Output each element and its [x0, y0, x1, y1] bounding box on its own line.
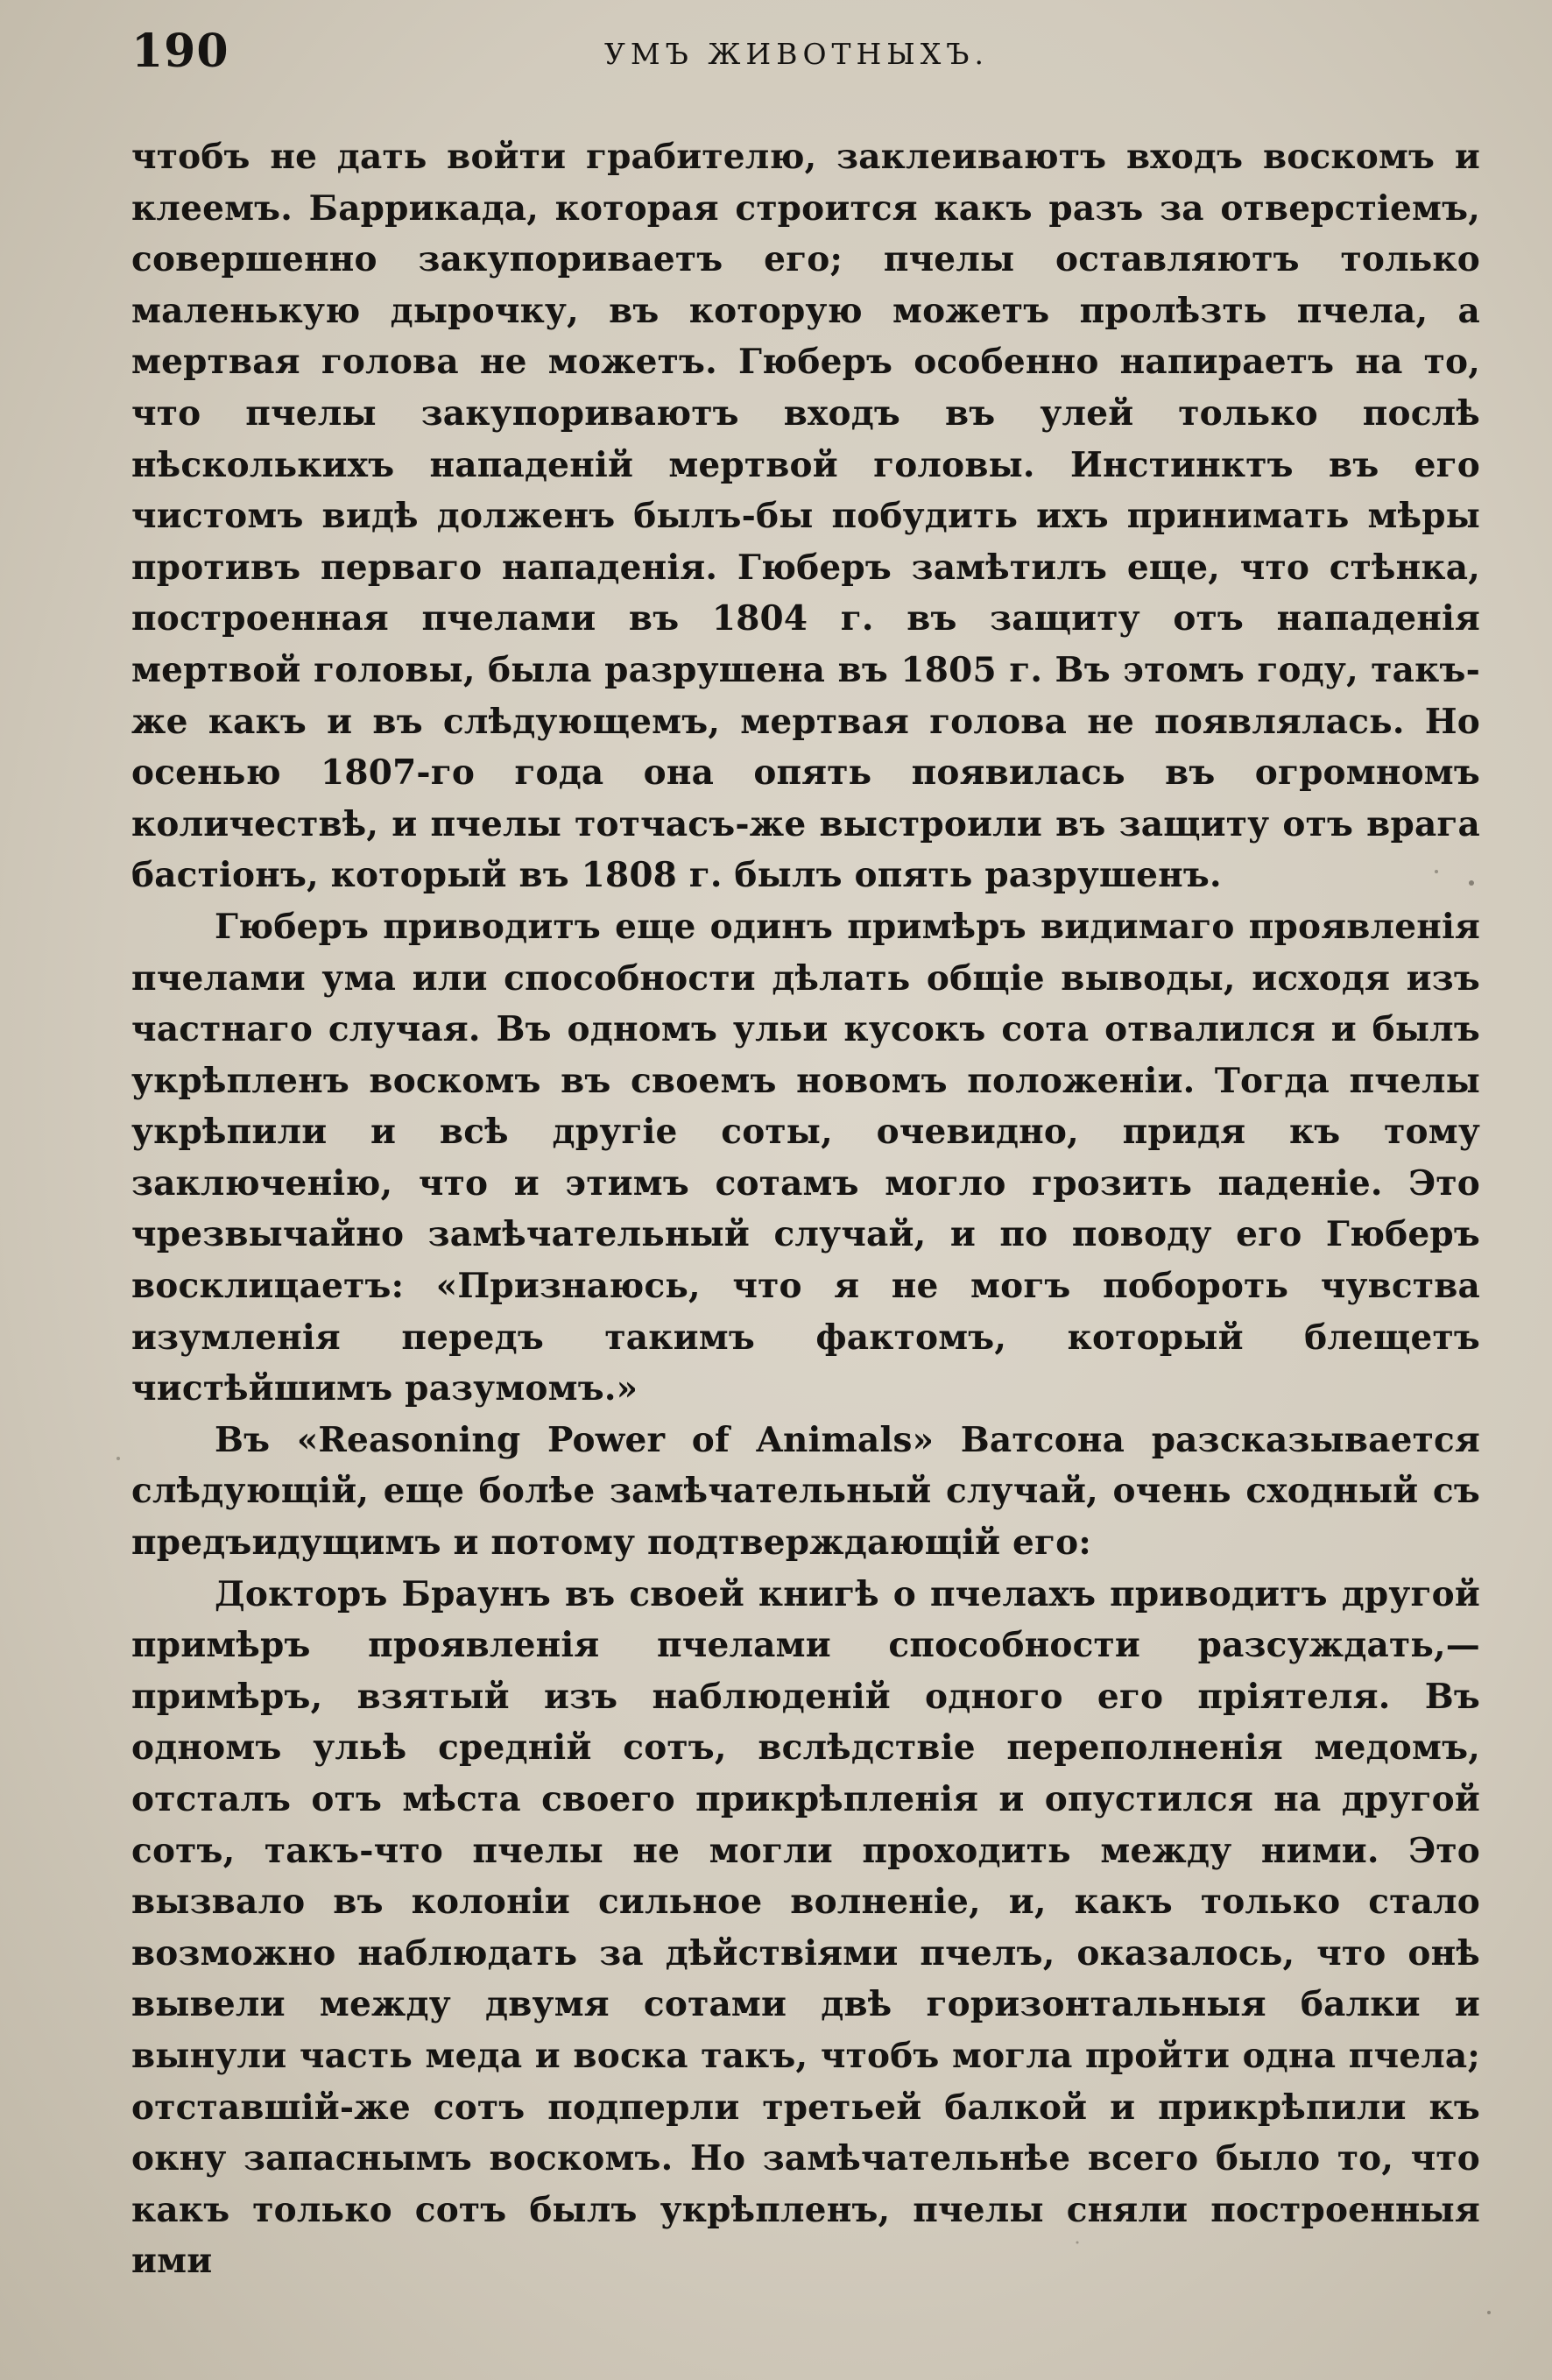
body-text: [131, 131, 1480, 2287]
paragraph-4: Докторъ Браунъ въ своей книгѣ о пчелахъ приводитъ другой примѣръ проявленія пчелами способности разсуждать,— примѣръ, взятый изъ наблюденій одного его пріятеля. Въ одномъ ульѣ средній сотъ, вслѣдствіе переполненія медомъ, отсталъ отъ мѣста своего прикрѣпленія и опустился на другой сотъ, такъ-что пчелы не могли проходить между ними. Это вызвало въ колоніи сильное волненіе, и, какъ только стало возможно наблюдать за дѣйствіями пчелъ, оказалось, что онѣ вывели между двумя сотами двѣ горизонтальныя балки и вынули часть меда и воска такъ, чтобъ могла пройти одна пчела; отставшій-же сотъ подперли третьей балкой и прикрѣпили къ окну запаснымъ воскомъ. Но замѣчательнѣе всего было то, что какъ только сотъ былъ укрѣпленъ, пчелы сняли построенныя ими: [131, 1573, 1480, 2282]
page-number: 190: [131, 25, 229, 78]
paragraph-1: чтобъ не дать войти грабителю, заклеиваютъ входъ воскомъ и клеемъ. Баррикада, которая строится какъ разъ за отверстіемъ, совершенно закупориваетъ его; пчелы оставляютъ только маленькую дырочку, въ которую можетъ пролѣзть пчела, а мертвая голова не можетъ. Гюберъ особенно напираетъ на то, что пчелы закупориваютъ входъ въ улей только послѣ нѣсколькихъ нападеній мертвой головы. Инстинктъ въ его чистомъ видѣ долженъ былъ-бы побудить ихъ принимать мѣры противъ перваго нападенія. Гюберъ замѣтилъ еще, что стѣнка, построенная пчелами въ 1804 г. въ защиту отъ нападенія мертвой головы, была разрушена въ 1805 г. Въ этомъ году, такъ-же какъ и въ слѣдующемъ, мертвая голова не появлялась. Но осенью 1807-го года она опять появилась въ огромномъ количествѣ, и пчелы тотчасъ-же выстроили въ защиту отъ врага бастіонъ, который въ 1808 г. былъ опять разрушенъ.: [131, 137, 1480, 896]
paragraph-2: Гюберъ приводитъ еще одинъ примѣръ видимаго проявленія пчелами ума или способности дѣлать общіе выводы, исходя изъ частнаго случая. Въ одномъ ульи кусокъ сота отвалился и былъ укрѣпленъ воскомъ въ своемъ новомъ положеніи. Тогда пчелы укрѣпили и всѣ другіе соты, очевидно, придя къ тому заключенію, что и этимъ сотамъ могло грозить паденіе. Это чрезвычайно замѣчательный случай, и по поводу его Гюберъ восклицаетъ: «Признаюсь, что я не могъ побороть чувства изумленія передъ такимъ фактомъ, который блещетъ чистѣйшимъ разумомъ.»: [131, 906, 1480, 1409]
running-head: УМЪ ЖИВОТНЫХЪ.: [604, 37, 989, 71]
page-header: [131, 25, 1498, 86]
paragraph-3: Въ «Reasoning Power of Animals» Ватсона разсказывается слѣдующій, еще болѣе замѣчательный случай, очень сходный съ предъидущимъ и потому подтверждающій его:: [131, 1419, 1480, 1564]
